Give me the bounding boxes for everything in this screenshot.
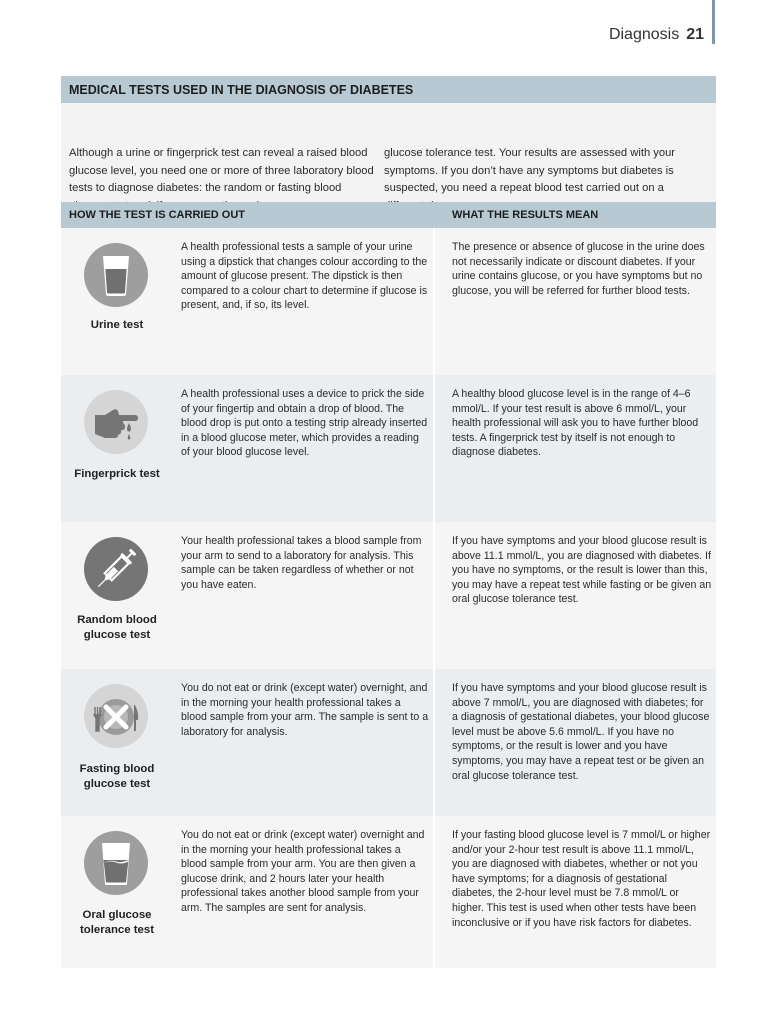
test-label: Urine test: [90, 319, 144, 331]
table-row-fingerprick-test: [61, 375, 716, 522]
test-label: Fasting blood glucose test: [79, 763, 155, 790]
table-header: [61, 202, 716, 228]
fingerprick-hand-icon: [83, 389, 149, 455]
panel-title: MEDICAL TESTS USED IN THE DIAGNOSIS OF DIABETES: [61, 76, 716, 103]
running-head-bar: [712, 0, 715, 44]
test-result-meaning: A healthy blood glucose level is in the range of 4–6 mmol/L. If your test result is above 6 mmol/L, your health professional will ask you to have further blood tests. A fingerprick test by itself is not enough to diagnose diabetes.: [452, 388, 699, 459]
test-result-meaning: If you have symptoms and your blood glucose result is above 11.1 mmol/L, you are diagnosed with diabetes. If you have no symptoms, or the result is lower than this, you may have a repeat test while fasting or be given an oral glucose tolerance test.: [452, 535, 712, 606]
diagnosis-tests-panel: [61, 76, 716, 968]
running-head: [609, 26, 704, 44]
test-result-meaning: The presence or absence of glucose in the urine does not necessarily indicate or discount diabetes. If your urine contains glucose, or you have symptoms but no glucose, you will be referred for further blood tests.: [452, 241, 705, 297]
test-label: Fingerprick test: [74, 468, 160, 480]
test-procedure: A health professional uses a device to prick the side of your fingertip and obtain a drop of blood. The blood drop is put onto a testing strip already inserted in a blood glucose meter, which provides a reading of your blood glucose level.: [181, 388, 428, 459]
intro-text-right: glucose tolerance test. Your results are assessed with your symptoms. If you don’t have any symptoms but diabetes is suspected, you need a repeat blood test carried out on a: [384, 147, 676, 195]
urine-cup-icon: [83, 242, 149, 308]
test-procedure: A health professional tests a sample of your urine using a dipstick that changes colour according to the amount of glucose present. The dipstick is then compared to a colour chart to determine if glucose is present, and, if so, its level.: [181, 241, 428, 312]
column-header-means: WHAT THE RESULTS MEAN: [452, 209, 599, 221]
no-eating-plate-icon: [83, 683, 149, 749]
intro-text-left: Although a urine or fingerprick test can reveal a raised blood glucose level, you need one or more of three laboratory blood tests to diagnose diabetes: the random or fasting blood: [69, 147, 374, 195]
table-row-urine-test: [61, 228, 716, 375]
section-name: Diagnosis: [608, 26, 680, 43]
test-result-meaning: If your fasting blood glucose level is 7 mmol/L or higher and/or your 2-hour test result is above 11.1 mmol/L, you are diagnosed with diabetes, whether or not you have symptoms; for a diagnosis of gestational diabetes, the 2-hour level must be 7.8 mmol/L or higher. This test is used when other tests have been inconclusive or if you have risk factors for diabetes.: [452, 829, 711, 929]
test-procedure: Your health professional takes a blood sample from your arm to send to a laboratory for analysis. This sample can be taken regardless of whether or not you have eaten.: [181, 535, 422, 591]
glass-of-drink-icon: [83, 830, 149, 896]
test-label: Random blood glucose test: [77, 614, 157, 641]
table-row-random-blood-glucose-test: [61, 522, 716, 669]
test-result-meaning: If you have symptoms and your blood glucose result is above 7 mmol/L, you are diagnosed with diabetes; for a diagnosis of gestational diabetes, your blood glucose level must be above 5.6 mmol/L. If you have no symptoms, or the result is lower and you have symptoms, you may have a repeat test or be given an oral glucose tolerance test.: [452, 682, 710, 782]
table-row-fasting-blood-glucose-test: [61, 669, 716, 816]
panel-intro: [61, 103, 716, 202]
table-row-oral-glucose-tolerance-test: [61, 816, 716, 968]
test-procedure: You do not eat or drink (except water) overnight and in the morning your health professional takes a blood sample from your arm. You are then given a glucose drink, and 2 hours later your health professional takes another blood sample from your arm. The samples are sent for analysis.: [181, 829, 425, 914]
test-label: Oral glucose tolerance test: [79, 909, 155, 936]
page-number: 21: [686, 26, 704, 43]
column-header-how: HOW THE TEST IS CARRIED OUT: [69, 209, 245, 221]
syringe-icon: [83, 536, 149, 602]
test-procedure: You do not eat or drink (except water) overnight, and in the morning your health professional takes a blood sample from your arm. The sample is sent to a laboratory for analysis.: [181, 682, 429, 738]
